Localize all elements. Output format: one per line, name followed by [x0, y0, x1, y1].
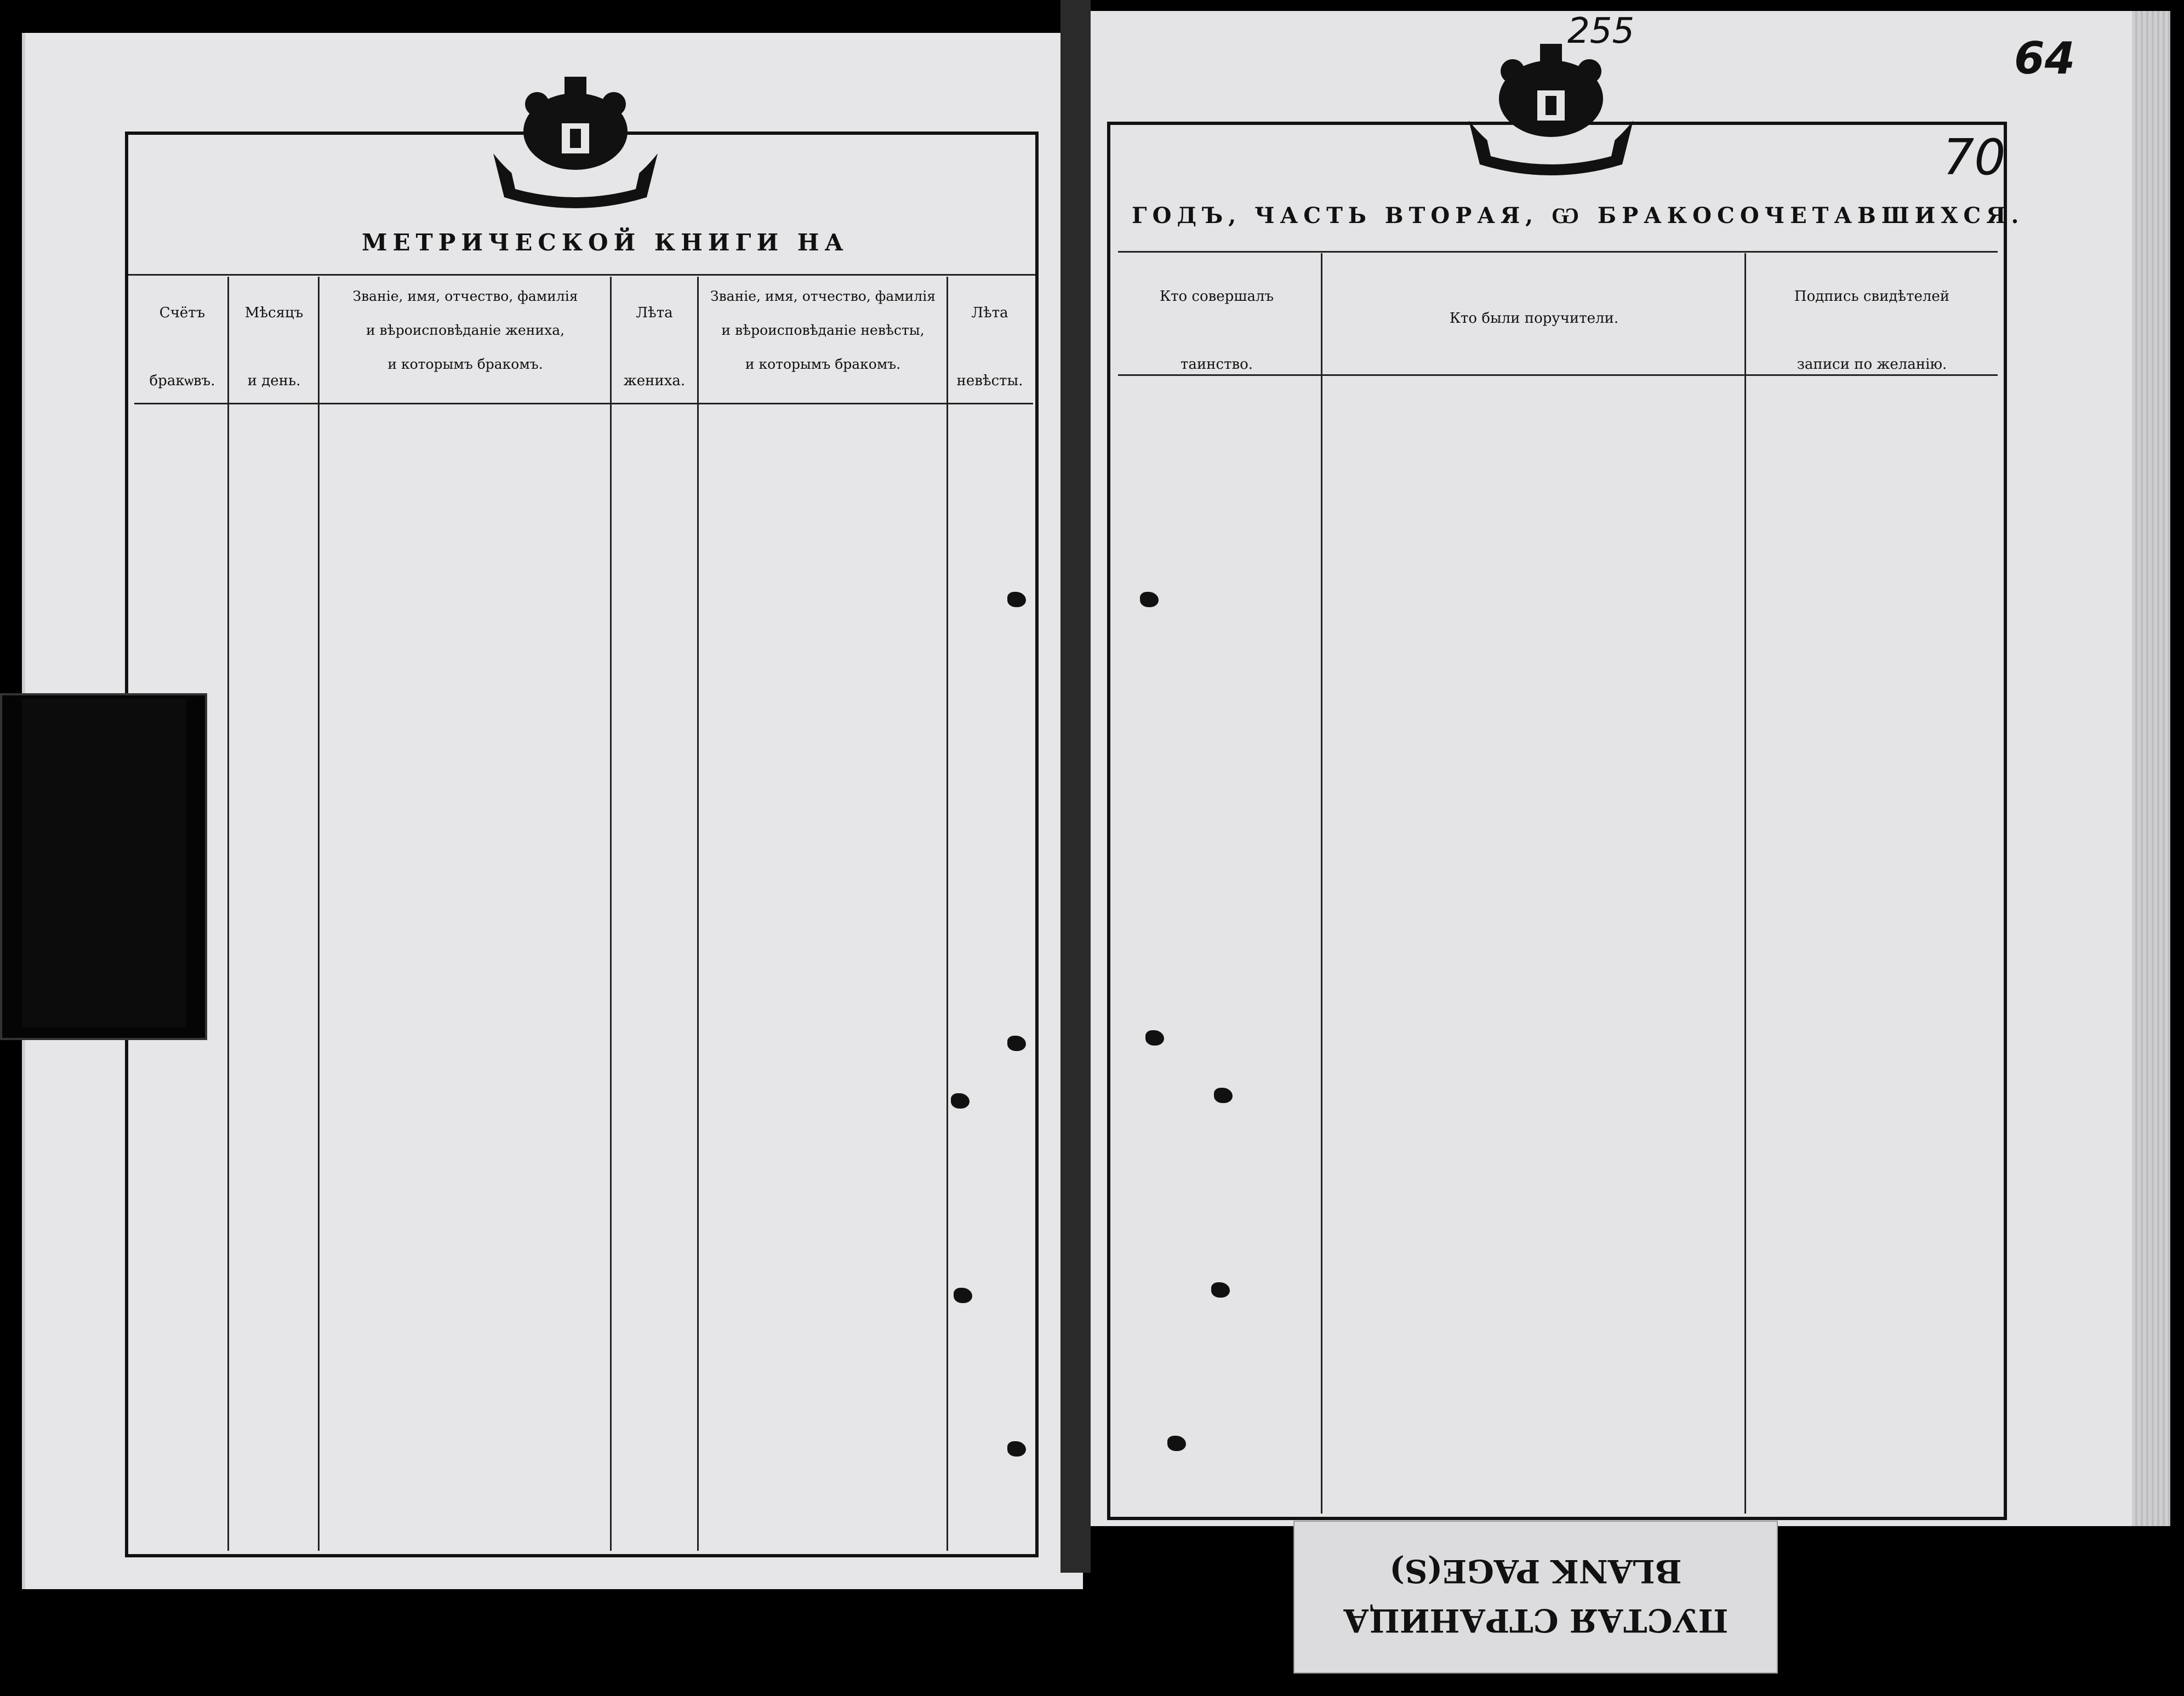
right-col-head-signatures: Подпись свидѣтелей записи по желанію.	[1794, 288, 1950, 373]
blank-page-stamp-english: BLANK PAGE(S)	[1389, 1552, 1682, 1590]
left-header-rule	[128, 274, 1035, 276]
punch-hole	[1140, 592, 1159, 607]
punch-hole	[1007, 1036, 1026, 1051]
left-col-line	[318, 277, 320, 1551]
page-corner-number: 64	[2014, 33, 2075, 84]
binding-tab-inner	[22, 699, 186, 1027]
left-colhead-rule	[134, 403, 1033, 404]
book-gutter	[1060, 0, 1091, 1573]
punch-hole	[1167, 1436, 1186, 1451]
punch-hole	[954, 1288, 972, 1303]
punch-hole	[1145, 1030, 1164, 1046]
left-col-line	[227, 277, 229, 1551]
right-header-title: ГОДЪ, ЧАСТЬ ВТОРАЯ, Ѡ БРАКОСОЧЕТАВШИХСЯ.	[1132, 203, 2025, 229]
stamped-number-255: 255	[1567, 11, 1635, 52]
left-col-line	[610, 277, 612, 1551]
right-col-line	[1321, 253, 1322, 1514]
right-col-line	[1744, 253, 1746, 1514]
punch-hole	[1214, 1088, 1233, 1103]
right-col-head-officiant: Кто совершалъ таинство.	[1159, 288, 1274, 373]
left-col-head-month: Мѣсяцъ и день.	[244, 305, 304, 389]
left-col-line	[946, 277, 948, 1551]
page-edges	[2132, 11, 2170, 1526]
punch-hole	[1211, 1282, 1230, 1298]
left-col-head-bride-age: Лѣта невѣсты.	[956, 305, 1023, 389]
blank-page-stamp	[1293, 1521, 1778, 1674]
left-col-head-bride: Званіе, имя, отчество, фамилія и вѣроисповѣданіе невѣсты, и которымъ бракомъ.	[710, 288, 936, 372]
double-headed-eagle-emblem	[471, 71, 680, 214]
punch-hole	[951, 1093, 970, 1109]
right-header-rule	[1118, 251, 1998, 253]
left-col-line	[697, 277, 699, 1551]
page-number: 70	[1943, 129, 2006, 186]
double-headed-eagle-emblem	[1447, 38, 1655, 181]
right-col-head-guarantors: Кто были поручители.	[1449, 310, 1619, 327]
left-col-head-count: Счётъ бракѡвъ.	[149, 305, 215, 389]
left-header-title: МЕТРИЧЕСКОЙ КНИГИ НА	[362, 229, 849, 256]
blank-page-stamp-russian: ПУСТАЯ СТРАНИЦА	[1343, 1602, 1729, 1639]
punch-hole	[1007, 1441, 1026, 1457]
punch-hole	[1007, 592, 1026, 607]
left-col-head-groom: Званіе, имя, отчество, фамилія и вѣроисповѣданіе жениха, и которымъ бракомъ.	[352, 288, 578, 372]
left-col-head-groom-age: Лѣта жениха.	[623, 305, 686, 389]
